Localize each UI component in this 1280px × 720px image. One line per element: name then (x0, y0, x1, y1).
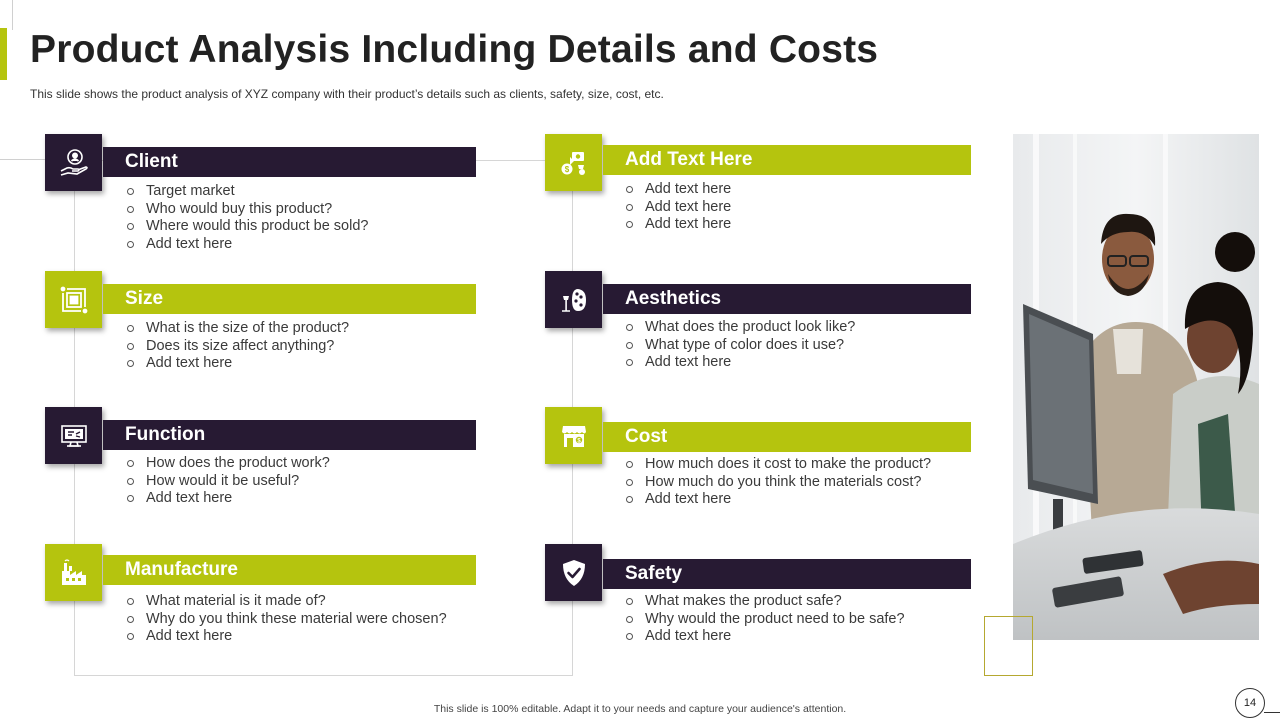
list-item[interactable] (127, 628, 447, 646)
list-item[interactable] (626, 491, 931, 509)
circle-bullet-icon (626, 496, 633, 503)
list-item[interactable] (127, 183, 368, 201)
item-text: How much does it cost to make the product? (645, 456, 932, 472)
store-cost-icon[interactable] (545, 407, 602, 464)
list-item[interactable] (626, 456, 931, 474)
client-hand-icon[interactable] (45, 134, 102, 191)
list-item[interactable] (127, 593, 447, 611)
item-text: What material is it made of? (146, 593, 326, 609)
item-text: Add text here (146, 490, 233, 506)
page-number-rule (1264, 712, 1280, 713)
office-photo (1013, 134, 1259, 640)
resize-icon[interactable] (45, 271, 102, 328)
circle-bullet-icon (626, 221, 633, 228)
bullet-list (626, 456, 931, 509)
circle-bullet-icon (127, 478, 134, 485)
circle-bullet-icon (127, 495, 134, 502)
item-text: Target market (146, 183, 235, 199)
circle-bullet-icon (127, 616, 134, 623)
item-text: What is the size of the product? (146, 320, 350, 336)
list-item[interactable] (626, 593, 905, 611)
circle-bullet-icon (127, 343, 134, 350)
list-item[interactable] (127, 338, 349, 356)
item-text: What type of color does it use? (645, 336, 845, 353)
circle-bullet-icon (626, 616, 633, 623)
circle-bullet-icon (127, 241, 134, 248)
circle-bullet-icon (127, 633, 134, 640)
bullet-list (127, 593, 447, 646)
item-text: What does the product look like? (645, 319, 856, 335)
list-item[interactable] (127, 236, 368, 254)
bullet-list (127, 183, 368, 253)
section-heading[interactable]: Manufacture (103, 555, 476, 585)
item-text: Add text here (645, 491, 732, 507)
page-number: 14 (1235, 688, 1265, 718)
list-item[interactable] (127, 490, 330, 508)
bullet-list (626, 181, 731, 234)
title-accent-bar (0, 28, 7, 80)
circle-bullet-icon (626, 204, 633, 211)
section-heading[interactable]: Cost (603, 422, 971, 452)
monitor-icon[interactable] (45, 407, 102, 464)
photo-accent-frame (984, 616, 1033, 676)
svg-text:$: $ (576, 438, 581, 444)
item-text: Why do you think these material were chosen? (146, 610, 447, 627)
circle-bullet-icon (127, 188, 134, 195)
list-item[interactable] (626, 628, 905, 646)
item-text: Add text here (146, 628, 233, 644)
item-text: How does the product work? (146, 455, 330, 471)
item-text: Why would the product need to be safe? (645, 610, 905, 627)
list-item[interactable] (127, 355, 349, 373)
list-item[interactable] (127, 320, 349, 338)
factory-icon[interactable] (45, 544, 102, 601)
corner-divider (12, 0, 13, 30)
circle-bullet-icon (127, 598, 134, 605)
list-item[interactable] (127, 201, 368, 219)
section-heading[interactable]: Add Text Here (603, 145, 971, 175)
circle-bullet-icon (626, 598, 633, 605)
item-text: Add text here (146, 235, 233, 252)
item-text: Where would this product be sold? (146, 218, 369, 234)
bullet-list (127, 455, 330, 508)
list-item[interactable] (626, 337, 855, 355)
list-item[interactable] (626, 474, 931, 492)
circle-bullet-icon (127, 460, 134, 467)
item-text: Add text here (645, 216, 732, 232)
item-text: Add text here (645, 354, 732, 370)
shield-check-icon[interactable] (545, 544, 602, 601)
bullet-list (626, 319, 855, 372)
circle-bullet-icon (626, 186, 633, 193)
item-text: How much do you think the materials cost? (645, 473, 922, 490)
list-item[interactable] (626, 319, 855, 337)
item-text: Does its size affect anything? (146, 337, 335, 354)
section-heading[interactable]: Size (103, 284, 476, 314)
item-text: Add text here (645, 628, 732, 644)
bullet-list (127, 320, 349, 373)
circle-bullet-icon (127, 206, 134, 213)
slide-title[interactable]: Product Analysis Including Details and Costs (30, 28, 879, 71)
circle-bullet-icon (127, 360, 134, 367)
list-item[interactable] (626, 611, 905, 629)
circle-bullet-icon (626, 324, 633, 331)
section-heading[interactable]: Aesthetics (603, 284, 971, 314)
item-text: Add text here (146, 355, 233, 371)
money-icon[interactable] (545, 134, 602, 191)
circle-bullet-icon (626, 479, 633, 486)
item-text: Add text here (645, 198, 732, 215)
circle-bullet-icon (626, 633, 633, 640)
slide-subtitle[interactable]: This slide shows the product analysis of XYZ company with their product’s details such as clients, safety, size, cost, etc. (30, 87, 664, 101)
side-divider (0, 159, 45, 160)
item-text: How would it be useful? (146, 472, 300, 489)
svg-text:$: $ (564, 164, 569, 174)
section-heading[interactable]: Safety (603, 559, 971, 589)
item-text: Who would buy this product? (146, 200, 333, 217)
item-text: What makes the product safe? (645, 593, 842, 609)
circle-bullet-icon (626, 359, 633, 366)
section-heading[interactable]: Client (103, 147, 476, 177)
list-item[interactable] (127, 455, 330, 473)
list-item[interactable] (626, 216, 731, 234)
bullet-list (626, 593, 905, 646)
list-item[interactable] (626, 354, 855, 372)
circle-bullet-icon (127, 223, 134, 230)
list-item[interactable] (127, 473, 330, 491)
item-text: Add text here (645, 181, 732, 197)
circle-bullet-icon (626, 461, 633, 468)
section-heading[interactable]: Function (103, 420, 476, 450)
palette-icon[interactable] (545, 271, 602, 328)
list-item[interactable] (626, 199, 731, 217)
footer-note[interactable]: This slide is 100% editable. Adapt it to your needs and capture your audience's attention. (433, 703, 847, 715)
circle-bullet-icon (127, 325, 134, 332)
list-item[interactable] (626, 181, 731, 199)
list-item[interactable] (127, 611, 447, 629)
circle-bullet-icon (626, 342, 633, 349)
list-item[interactable] (127, 218, 368, 236)
